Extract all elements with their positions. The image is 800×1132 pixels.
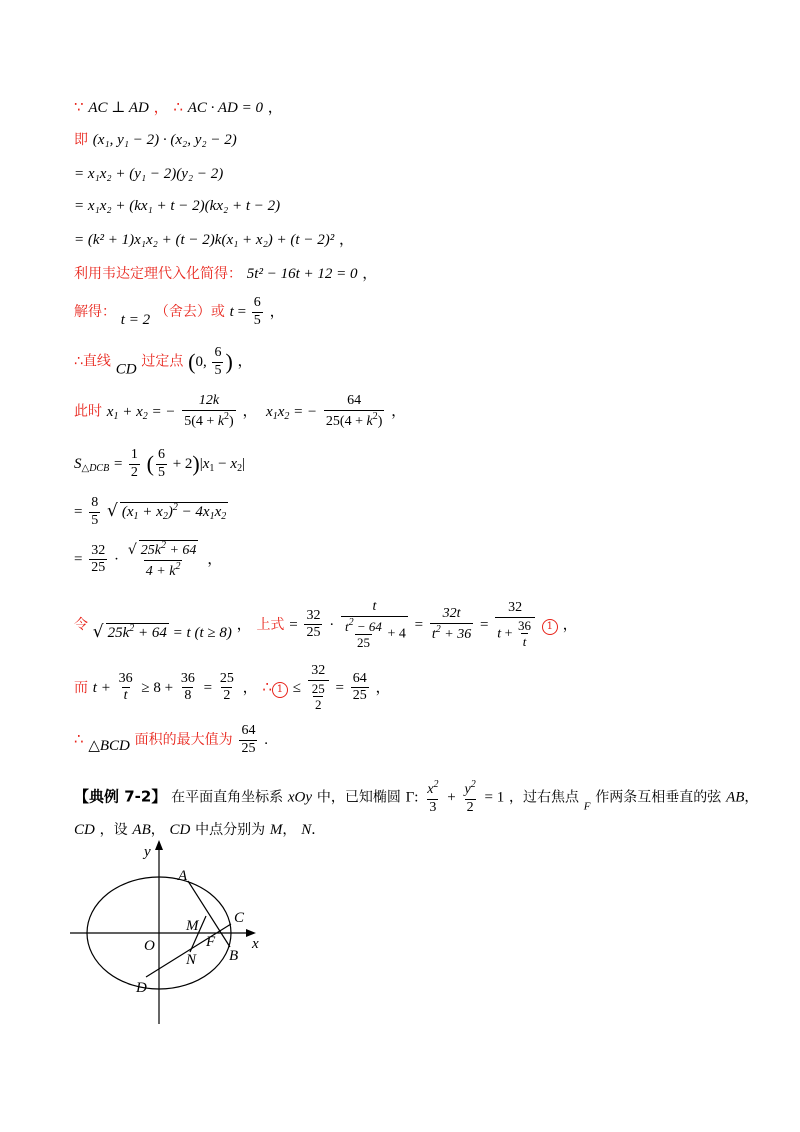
label-x: x xyxy=(252,936,259,952)
quadratic-eq: 5t² − 16t + 12 = 0 xyxy=(246,266,358,282)
sum-fraction: $\frac{12k}{5(4 + k^2)}$ xyxy=(184,393,234,429)
label-y: y xyxy=(144,844,151,860)
fixed-point-text: 过定点 xyxy=(141,353,184,370)
label-o: O xyxy=(144,938,155,954)
above-expr-label: 上式 xyxy=(256,616,285,633)
vector-product: (x₁, y₁ − 2) · (x₂, y₂ − 2) xyxy=(92,132,237,148)
line-4 xyxy=(74,198,280,214)
solve-label: 解得： xyxy=(74,304,116,321)
max-area-text: 面积的最大值为 xyxy=(134,732,233,749)
line-7: 解得： t = 2 （舍去）或 t = $\frac{6}{5}$ ， xyxy=(74,295,285,329)
reject-text: （舍去）或 xyxy=(154,304,225,321)
therefore-15: ∴ xyxy=(74,730,84,749)
line-5: = (k² + 1)x₁x₂ + (t − 2)k(x₁ + x₂) + (t − 2)² ， xyxy=(74,232,354,248)
therefore-symbol: ∴ xyxy=(173,98,183,116)
vieta-text: 利用韦达定理代入化简得： xyxy=(74,266,242,282)
line-cd-text: ∴直线 xyxy=(74,353,111,370)
label-m: M xyxy=(186,918,199,934)
perp-condition: AC ⊥ AD xyxy=(88,100,149,116)
line-8: ∴直线 CD 过定点 (0, $\frac{6}{5}$ ) ， xyxy=(74,345,253,378)
line-2 xyxy=(74,132,237,148)
line-9: 此时 $x_1 + x_2$ = − $\frac{12k}{5(4 + k^2)}$ ， $x_1x_2$ = − $\frac{64}{25(4 + k^2)}$ ， xyxy=(74,393,407,429)
ji-label: 即 xyxy=(74,132,88,148)
label-f: F xyxy=(206,934,216,950)
label-n: N xyxy=(186,952,197,968)
t-equals-2: t = 2 xyxy=(120,312,151,329)
triangle-bcd: △BCD xyxy=(88,738,130,755)
dot-product-zero: AC · AD = 0 xyxy=(187,100,263,116)
line-11: = $\frac{8}{5}$ √ $(x_1 + x_2)^2 - 4x_1x_2$ xyxy=(74,495,227,528)
line-3 xyxy=(74,166,223,182)
fraction-6-5: $\frac{6}{5}$ xyxy=(253,295,261,328)
ellipse-figure xyxy=(66,838,276,1030)
cd-label: CD xyxy=(115,361,137,378)
because-symbol: ∵ xyxy=(74,98,84,116)
line-10: $S_{\triangle DCB}$ = $\frac{1}{2}$ ( $\frac{6}{5}$ + $2)|x_1 - x_2|$ xyxy=(74,447,246,480)
example-line-1: 【典例 7-2】 在平面直角坐标系 xOy 中，已知椭圆 Γ: $\frac{x^2}{3}$ + $\frac{y^2}{2}$ = 1 ，过右焦点 $_F$ 作两条互相垂直的弦 AB， xyxy=(74,779,759,815)
example-line-2: CD ，设 AB， CD 中点分别为 M， N． xyxy=(74,822,326,838)
line-15: ∴ △BCD 面积的最大值为 $\frac{64}{25}$ . xyxy=(74,723,268,756)
line-6: 利用韦达定理代入化简得： 5t² − 16t + 12 = 0 ， xyxy=(74,266,378,282)
line-12: = $\frac{32}{25}$ · $\frac{√ 25k^2 + 64}{4 + k^2}$ ， xyxy=(74,540,223,579)
line-13: 令 √ $25k^2 + 64 = t$ (t ≥ 8) ， 上式 = $\frac{32}{25}$ · t $\frac{t^2 - 64}{25}$ + 4 = $\frac{32t}{t^2 + 36}$ = 32 t + $\frac{36}{t}$ 1 ， xyxy=(74,599,578,651)
label-c: C xyxy=(234,910,245,926)
y-axis-arrow xyxy=(155,840,163,850)
product-fraction: $\frac{64}{25(4 + k^2)}$ xyxy=(325,393,383,429)
expansion-2: = x₁x₂ + (kx₁ + t − 2)(kx₂ + t − 2) xyxy=(74,198,281,214)
expansion-1: = x₁x₂ + (y₁ − 2)(y₂ − 2) xyxy=(74,166,224,182)
example-tag: 【典例 7-2】 xyxy=(74,787,167,806)
expansion-3: = (k² + 1)x₁x₂ + (t − 2)k(x₁ + x₂) + (t − 2)² xyxy=(74,232,335,248)
label-a: A xyxy=(178,868,188,884)
circled-one: 1 xyxy=(542,619,558,635)
and-label: 而 xyxy=(74,679,88,696)
line-14: 而 t + $\frac{36}{t}$ ≥ 8 + $\frac{36}{8}$ = $\frac{25}{2}$ ， ∴ 1 ≤ $\frac{32}{\frac{25}{2}}$ = $\frac{64}{25}$ ， xyxy=(74,663,391,713)
at-this-time-label: 此时 xyxy=(74,403,102,420)
xoy-label: xOy xyxy=(287,789,313,806)
line-1: ∵ AC ⊥ AD ， ∴ AC · AD = 0 ， xyxy=(74,98,283,116)
label-d: D xyxy=(136,980,147,996)
let-label: 令 xyxy=(74,616,88,633)
label-b: B xyxy=(229,948,239,964)
